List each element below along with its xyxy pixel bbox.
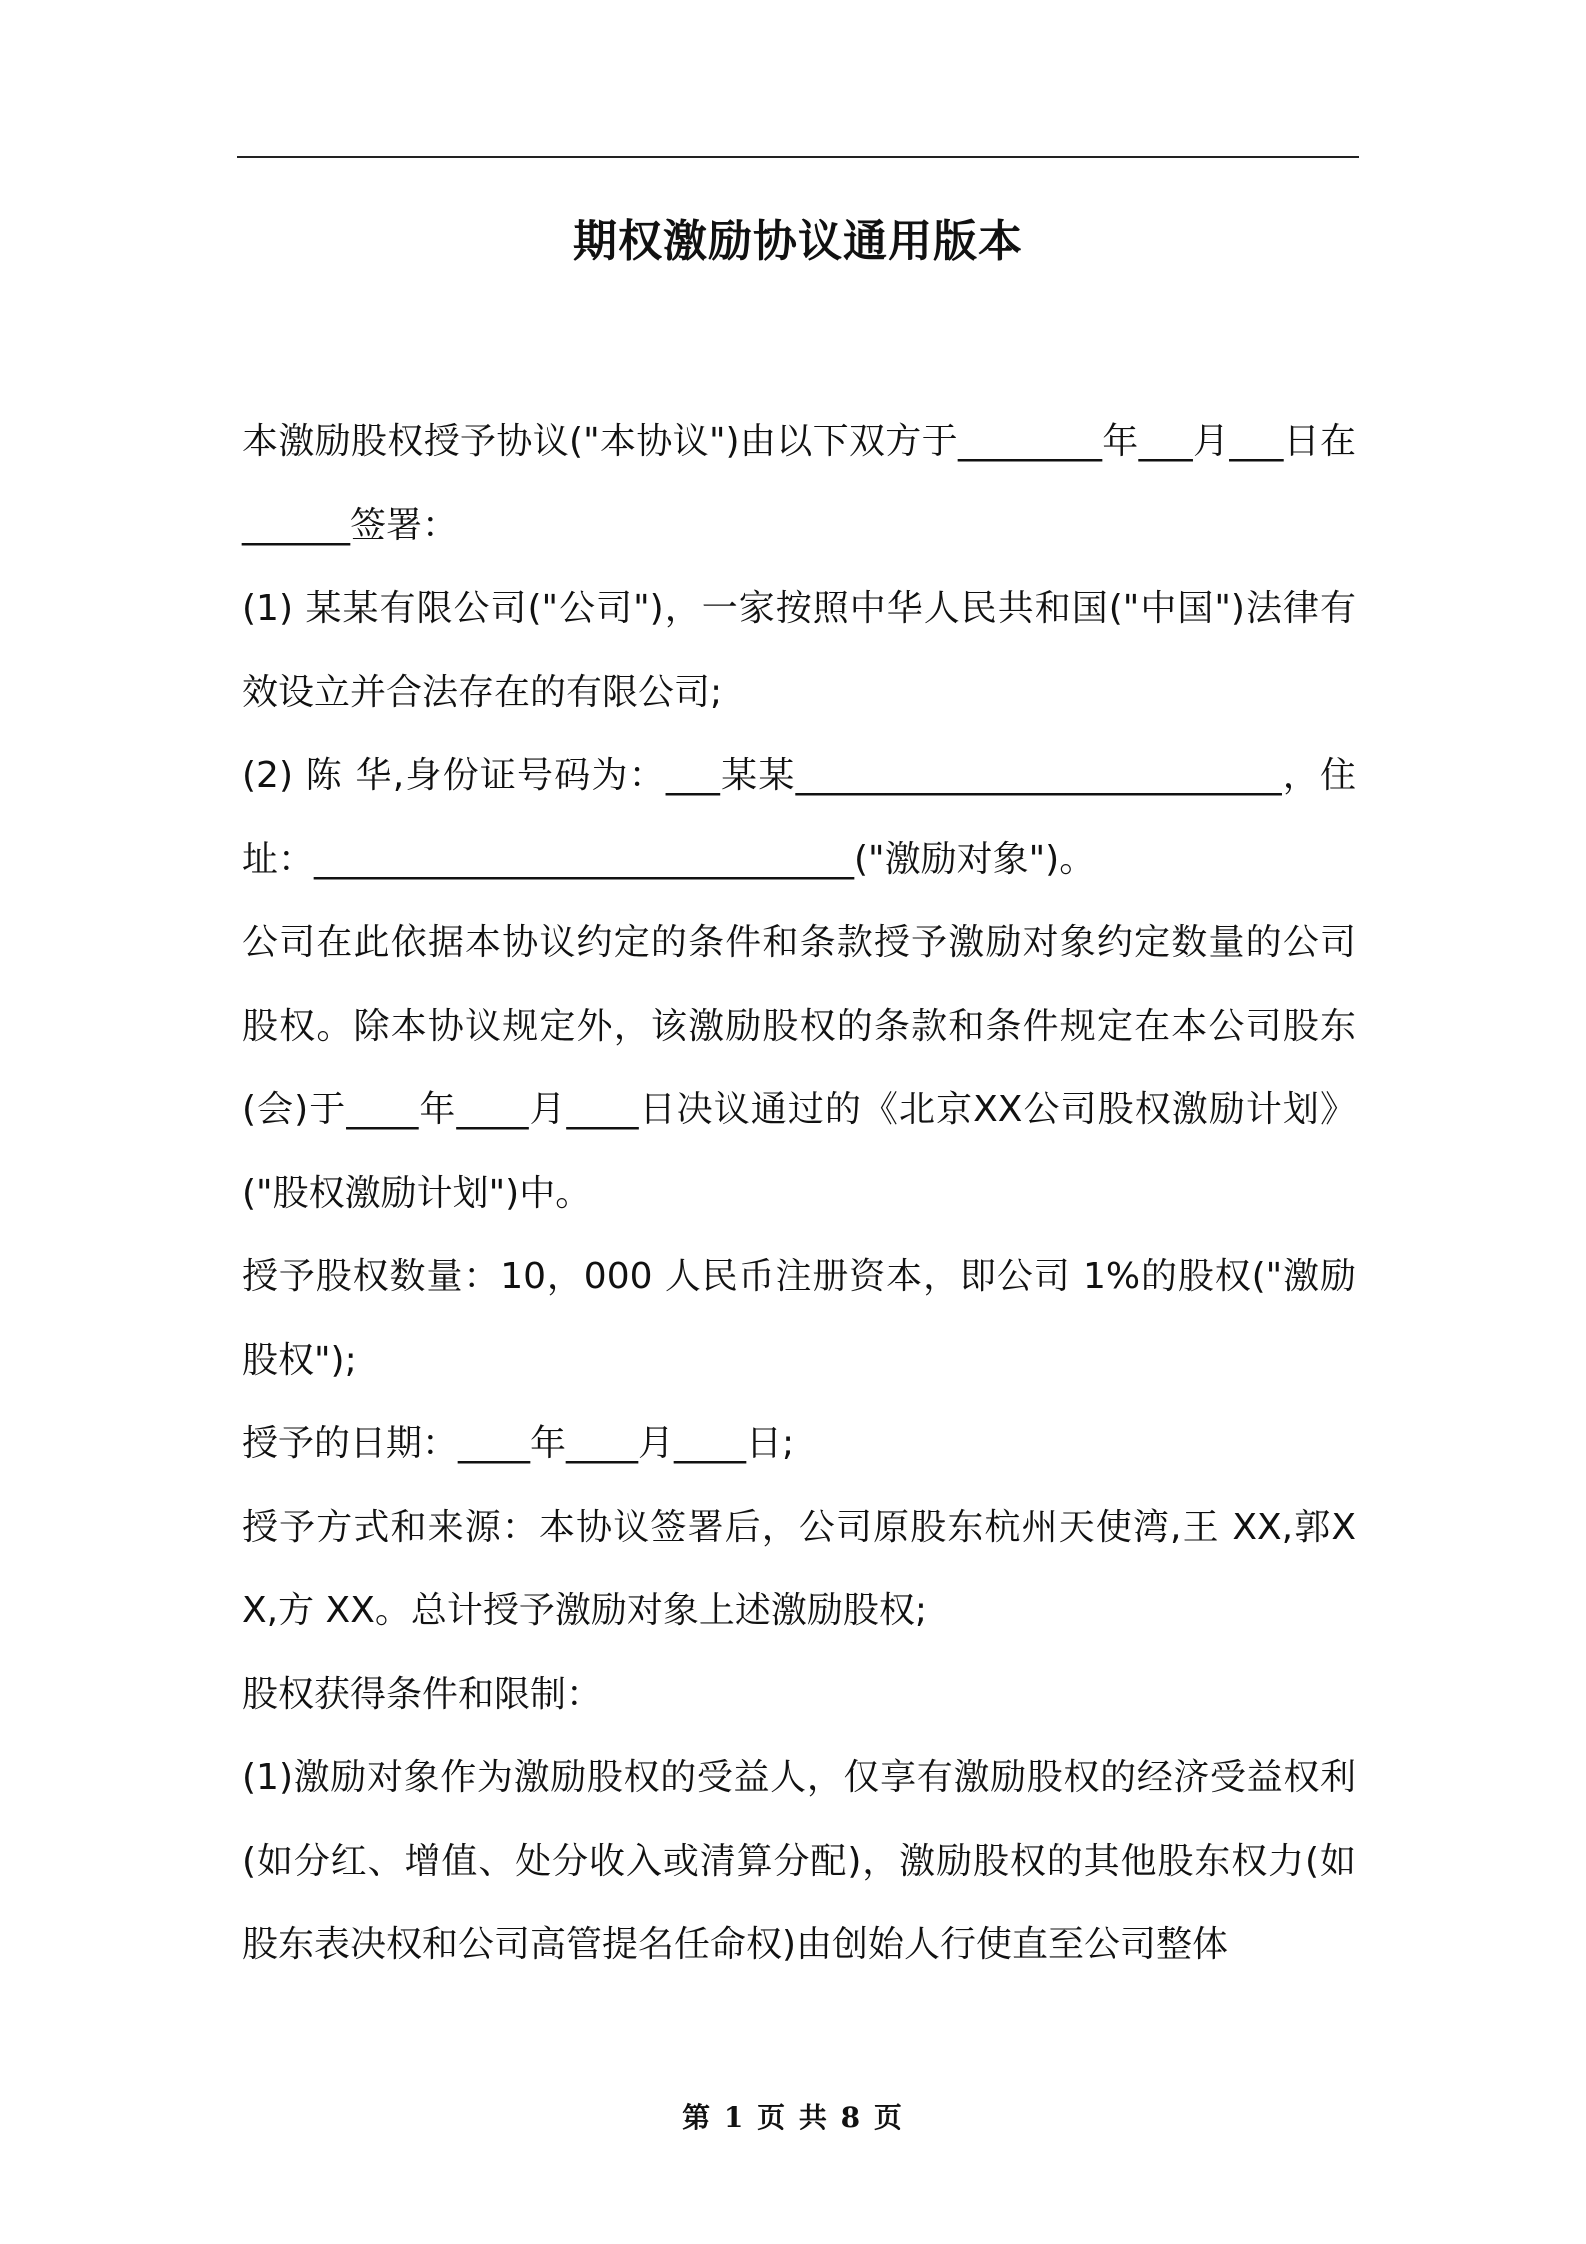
paragraph-party-individual: (2) 陈 华,身份证号码为：___某某___________________________，住址：______________________________("激励对象")。 xyxy=(242,755,1356,880)
paragraph-grant-basis: 公司在此依据本协议约定的条件和条款授予激励对象约定数量的公司股权。除本协议规定外，该激励股权的条款和条件规定在本公司股东(会)于____年____月____日决议通过的《北京XX公司股权激励计划》("股权激励计划")中。 xyxy=(242,922,1356,1214)
header-divider xyxy=(237,156,1359,158)
document-body xyxy=(242,400,1356,1987)
paragraph-grant-date: 授予的日期：____年____月____日; xyxy=(242,1423,795,1464)
paragraph-grant-method: 授予方式和来源：本协议签署后，公司原股东杭州天使湾,王 XX,郭XX,方 XX。总计授予激励对象上述激励股权; xyxy=(242,1506,1356,1631)
document-title: 期权激励协议通用版本 xyxy=(573,216,1023,267)
paragraph-grant-quantity: 授予股权数量：10，000 人民币注册资本，即公司 1%的股权("激励股权"); xyxy=(242,1256,1356,1381)
paragraph-condition-1: (1)激励对象作为激励股权的受益人，仅享有激励股权的经济受益权利(如分红、增值、处分收入或清算分配)，激励股权的其他股东权力(如股东表决权和公司高管提名任命权)由创始人行使直至公司整体 xyxy=(242,1757,1356,1965)
paragraph-party-company: (1) 某某有限公司("公司")，一家按照中华人民共和国("中国")法律有效设立并合法存在的有限公司; xyxy=(242,588,1356,713)
page-number: 第 1 页 共 8 页 xyxy=(682,2101,904,2134)
paragraph-intro: 本激励股权授予协议("本协议")由以下双方于________年___月___日在______签署： xyxy=(242,421,1356,546)
paragraph-conditions-heading: 股权获得条件和限制： xyxy=(242,1673,603,1715)
